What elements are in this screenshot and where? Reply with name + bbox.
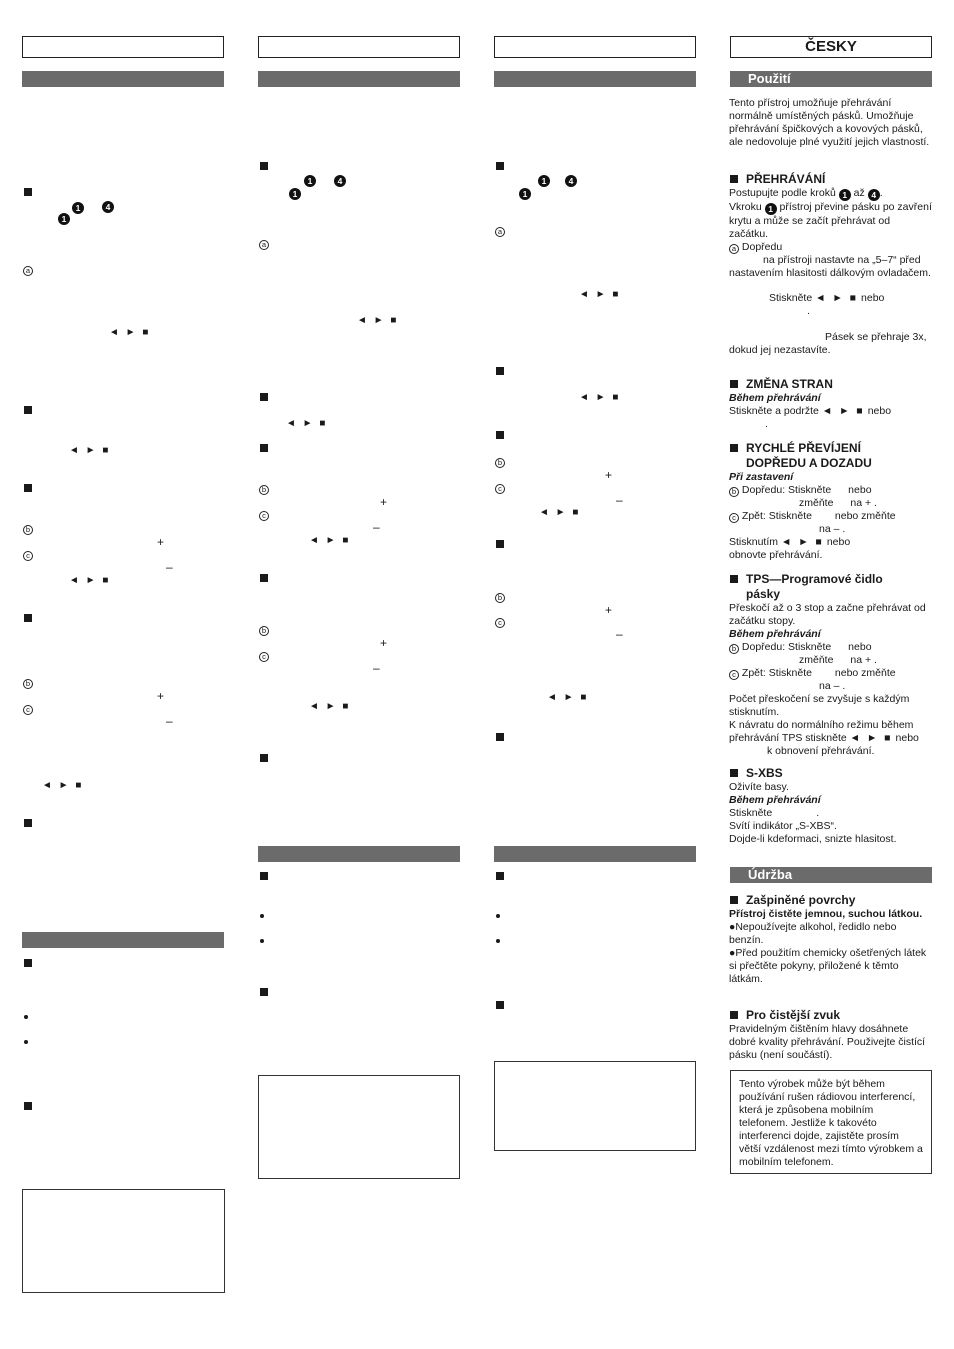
col2-bullet-square (260, 754, 268, 762)
playback-line2: Vkroku 1 přístroj převine pásku po zavření krytu a může se začít přehrávat od začátku. (729, 201, 932, 241)
interference-notice-box (730, 1070, 932, 1174)
ff-resume: Stisknutím ◄ ► ■ nebo obnovte přehrávání. (729, 536, 851, 562)
col1-bullet-square (24, 614, 32, 622)
dirty-subheading: Přístroj čistěte jemnou, suchou látkou. (729, 908, 923, 920)
plus-icon: + (605, 603, 613, 617)
minus-icon: – (166, 714, 173, 728)
circle-a-icon: a (729, 244, 739, 254)
circle-b-icon: b (495, 593, 505, 603)
playback-heading: PŘEHRÁVÁNÍ (729, 172, 932, 187)
section-playback (729, 172, 932, 357)
ff-heading: RYCHLÉ PŘEVÍJENÍ DOPŘEDU A DOZADU (729, 441, 932, 471)
sxbs-press: Stiskněte . (729, 807, 820, 820)
minus-icon: – (373, 661, 380, 675)
tps-back: c Zpět: Stiskněte nebo změňte na – . (729, 667, 932, 693)
col2-notice-box (258, 1075, 460, 1179)
clean-text: Pravidelným čištěním hlavy dosáhnete dobré kvality přehrávání. Použivejte čistící pásku (není součástí). (729, 1023, 926, 1062)
col1-section-bar (22, 71, 224, 87)
minus-icon: – (616, 627, 623, 641)
col2-bullet-square (260, 444, 268, 452)
circle-c-icon: c (259, 511, 269, 521)
col1-bullet-square (24, 959, 32, 967)
transport-controls-icon: ◄ ► ■ (539, 507, 581, 518)
col2-bullet-square (260, 872, 268, 880)
playback-press: Stiskněte ◄ ► ■ nebo . (769, 292, 885, 318)
section-change-sides (729, 377, 932, 431)
transport-controls-icon: ◄ ► ■ (815, 292, 859, 305)
col3-section-bar (494, 71, 696, 87)
section-use-bar: Použití (730, 71, 932, 87)
circle-b-icon: b (729, 487, 739, 497)
circle-b-icon: b (729, 644, 739, 654)
circle-b-icon: b (259, 485, 269, 495)
col3-bullet-square (496, 367, 504, 375)
transport-controls-icon: ◄ ► ■ (286, 418, 328, 429)
tps-text: Přeskočí až o 3 stop a začne přehrávat od začátku stopy. (729, 602, 926, 628)
plus-icon: + (380, 636, 388, 650)
transport-controls-icon: ◄ ► ■ (579, 392, 621, 403)
col3-bullet-square (496, 872, 504, 880)
playback-forward-note: a Dopředu na přístroji nastavte na „5–7“ před nastavením hlasitosti dálkovým ovladačem. (729, 241, 931, 280)
tps-count: Počet přeskočení se zvyšuje s každým stisknutím. (729, 693, 910, 719)
step-4-icon: 4 (102, 201, 114, 213)
plus-icon: + (605, 468, 613, 482)
clean-heading: Pro čistější zvuk (729, 1008, 932, 1023)
dirty-bullet-2: ●Před použitím chemicky ošetřených látek si přečtěte pokyny, přiložené k těmto látkám. (729, 947, 927, 986)
czech-intro (729, 97, 932, 149)
col3-bullet-dot (496, 939, 500, 943)
playback-line1: Postupujte podle kroků 1 až 4 . (729, 187, 883, 200)
col3-bullet-square (496, 431, 504, 439)
sides-text: Stiskněte a podržte ◄ ► ■ nebo . (729, 405, 892, 431)
col2-maintenance-bar (258, 846, 460, 862)
circle-a-icon: a (23, 266, 33, 276)
section-fast-wind (729, 441, 932, 562)
col1-bullet-dot (24, 1040, 28, 1044)
col2-language-box (258, 36, 460, 58)
tps-forward: b Dopředu: Stiskněte nebo změňte na + . (729, 641, 932, 667)
col2-bullet-square (260, 574, 268, 582)
step-1-icon: 1 (765, 203, 777, 215)
minus-icon: – (373, 520, 380, 534)
step-1-icon: 1 (519, 188, 531, 200)
col3-bullet-square (496, 540, 504, 548)
transport-controls-icon: ◄ ► ■ (547, 692, 589, 703)
circle-c-icon: c (259, 652, 269, 662)
transport-controls-icon: ◄ ► ■ (69, 575, 111, 586)
plus-icon: + (157, 535, 165, 549)
minus-icon: – (833, 680, 840, 693)
interference-notice-text: Tento výrobek může být během používání rušen rádiovou interferencí, která je způsobena mobilním telefonem. Jestliže k takovéto interferenci dojde, zajistěte prosím větší vzdálenost mezi tímto výrobkem a mobilním telefonem. (739, 1078, 923, 1169)
circle-c-icon: c (729, 513, 739, 523)
sxbs-indicator: Svítí indikátor „S-XBS“. (729, 820, 837, 833)
plus-icon: + (864, 497, 872, 510)
col3-bullet-dot (496, 914, 500, 918)
dirty-bullet-1: ●Nepoužívejte alkohol, ředidlo nebo benzín. (729, 921, 897, 947)
circle-b-icon: b (259, 626, 269, 636)
col1-language-box (22, 36, 224, 58)
section-tps (729, 572, 932, 758)
col3-notice-box (494, 1061, 696, 1151)
circle-b-icon: b (23, 679, 33, 689)
ff-forward: b Dopředu: Stiskněte nebo změňte na + . (729, 484, 932, 510)
step-1-icon: 1 (289, 188, 301, 200)
transport-controls-icon: ◄ ► ■ (780, 536, 824, 549)
plus-icon: + (864, 654, 872, 667)
language-title: ČESKY (730, 36, 932, 58)
plus-icon: + (157, 689, 165, 703)
transport-controls-icon: ◄ ► ■ (579, 289, 621, 300)
col3-language-box (494, 36, 696, 58)
col1-bullet-square (24, 188, 32, 196)
step-4-icon: 4 (868, 189, 880, 201)
circle-c-icon: c (495, 484, 505, 494)
col1-maintenance-bar (22, 932, 224, 948)
transport-controls-icon: ◄ ► ■ (357, 315, 399, 326)
col2-bullet-square (260, 988, 268, 996)
transport-controls-icon: ◄ ► ■ (849, 732, 893, 745)
circle-a-icon: a (259, 240, 269, 250)
circle-c-icon: c (23, 705, 33, 715)
transport-controls-icon: ◄ ► ■ (42, 780, 84, 791)
col2-section-bar (258, 71, 460, 87)
transport-controls-icon: ◄ ► ■ (69, 445, 111, 456)
col2-bullet-dot (260, 914, 264, 918)
col1-bullet-square (24, 819, 32, 827)
step-1-icon: 1 (58, 213, 70, 225)
col3-bullet-square (496, 1001, 504, 1009)
transport-controls-icon: ◄ ► ■ (821, 405, 865, 418)
sides-subheading: Během přehrávání (729, 392, 821, 404)
col2-bullet-square (260, 393, 268, 401)
transport-controls-icon: ◄ ► ■ (309, 701, 351, 712)
col1-bullet-square (24, 406, 32, 414)
tps-back-normal: K návratu do normálního režimu během přehrávání TPS stiskněte ◄ ► ■ nebo k obnovení přehrávání. (729, 719, 919, 758)
minus-icon: – (616, 493, 623, 507)
circle-c-icon: c (23, 551, 33, 561)
section-sxbs (729, 766, 932, 846)
step-1-icon: 1 (839, 189, 851, 201)
circle-c-icon: c (729, 670, 739, 680)
circle-a-icon: a (495, 227, 505, 237)
sides-heading: ZMĚNA STRAN (729, 377, 932, 392)
sxbs-subheading: Během přehrávání (729, 794, 821, 807)
sxbs-deform: Dojde-li kdeformaci, snizte hlasitost. (729, 833, 897, 846)
col1-bullet-dot (24, 1015, 28, 1019)
circle-c-icon: c (495, 618, 505, 628)
section-maintenance-bar: Údržba (730, 867, 932, 883)
col2-bullet-square (260, 162, 268, 170)
dirty-heading: Zašpiněné povrchy (729, 893, 932, 908)
col3-bullet-square (496, 162, 504, 170)
ff-back: c Zpět: Stiskněte nebo změňte na – . (729, 510, 932, 536)
col1-bullet-square (24, 484, 32, 492)
sxbs-text: Oživíte basy. (729, 781, 789, 793)
col3-bullet-square (496, 733, 504, 741)
playback-repeat: Pásek se přehraje 3x, dokud jej nezastavíte. (729, 331, 927, 357)
step-1-icon: 1 (538, 175, 550, 187)
section-dirty-surfaces (729, 893, 932, 986)
sxbs-heading: S-XBS (729, 766, 932, 781)
minus-icon: – (833, 523, 840, 536)
ff-subheading: Při zastavení (729, 471, 794, 483)
transport-controls-icon: ◄ ► ■ (109, 327, 151, 338)
step-4-icon: 4 (565, 175, 577, 187)
col1-notice-box (22, 1189, 225, 1293)
col2-bullet-dot (260, 939, 264, 943)
step-4-icon: 4 (334, 175, 346, 187)
col3-maintenance-bar (494, 846, 696, 862)
intro-text: Tento přístroj umožňuje přehrávání normálně umístěných pásků. Umožňuje přehrávání špičkových a kovových pásků, ale nedovoluje plné využití jejich vlastností. (729, 97, 930, 149)
tps-heading: TPS—Programové čidlo pásky (729, 572, 932, 602)
plus-icon: + (380, 495, 388, 509)
step-1-icon: 1 (304, 175, 316, 187)
col1-bullet-square (24, 1102, 32, 1110)
section-clean-sound (729, 1008, 932, 1062)
circle-b-icon: b (23, 525, 33, 535)
circle-b-icon: b (495, 458, 505, 468)
tps-subheading: Během přehrávání (729, 628, 821, 641)
transport-controls-icon: ◄ ► ■ (309, 535, 351, 546)
step-1-icon: 1 (72, 202, 84, 214)
minus-icon: – (166, 560, 173, 574)
